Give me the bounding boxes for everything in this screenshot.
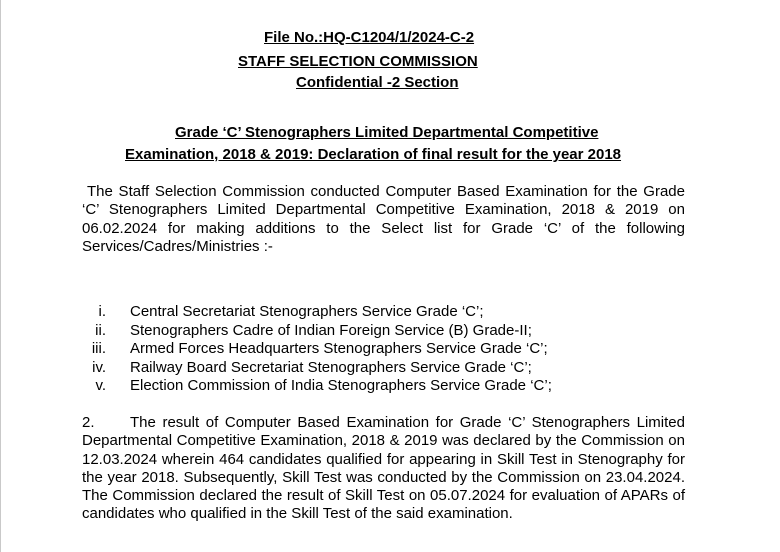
list-item-text: Stenographers Cadre of Indian Foreign Service (B) Grade-II; [130,321,532,339]
list-numeral: iv. [92,358,106,376]
list-numeral: i. [98,303,106,320]
file-number: File No.:HQ-C1204/1/2024-C-2 [264,29,475,46]
list-item [82,340,552,359]
section-title: Confidential -2 Section [296,74,459,91]
paragraph-number: 2. [82,414,95,431]
subject-line-1: Grade ‘C’ Stenographers Limited Departmental Competitive [175,124,599,141]
list-item-text: Railway Board Secretariat Stenographers Service Grade ‘C’; [130,358,532,376]
list-item-text: Central Secretariat Stenographers Service Grade ‘C’; [130,303,484,320]
list-numeral: v. [95,377,106,394]
list-item-text: Election Commission of India Stenographers Service Grade ‘C’; [130,377,552,394]
list-numeral: iii. [91,340,106,357]
subject-line-2: Examination, 2018 & 2019: Declaration of final result for the year 2018 [125,146,622,163]
paragraph-2-text: The result of Computer Based Examination for Grade ‘C’ Stenographers Limited Departmental Competitive Examination, 2018 & 2019 was declared by the Commission on 12.03.2024 wherein 464 candidates qualified for appearing in Skill Test in Stenography for the year 2018. Subsequently, Skill Test was conducted by the Commission on 23.04.2024. The Commission declared the result of Skill Test on 05.07.2024 for evaluation of APARs of candidates who qualified in the Skill Test of the said examination. [82,414,685,523]
list-item [82,322,552,341]
paragraph-2 [82,414,685,524]
paragraph-1: The Staff Selection Commission conducted Computer Based Examination for the Grade ‘C’ Stenographers Limited Departmental Competitive Examination, 2018 & 2019 on 06.02.2024 for making additions to the Select list for Grade ‘C’ of the following Services/Cadres/Ministries :- [82,183,685,255]
list-item [82,359,552,378]
list-numeral: ii. [95,321,106,339]
services-list [82,303,552,396]
list-item [82,377,552,396]
list-item-text: Armed Forces Headquarters Stenographers Service Grade ‘C’; [130,340,548,357]
organization-title: STAFF SELECTION COMMISSION [238,53,478,70]
list-item [82,303,552,322]
